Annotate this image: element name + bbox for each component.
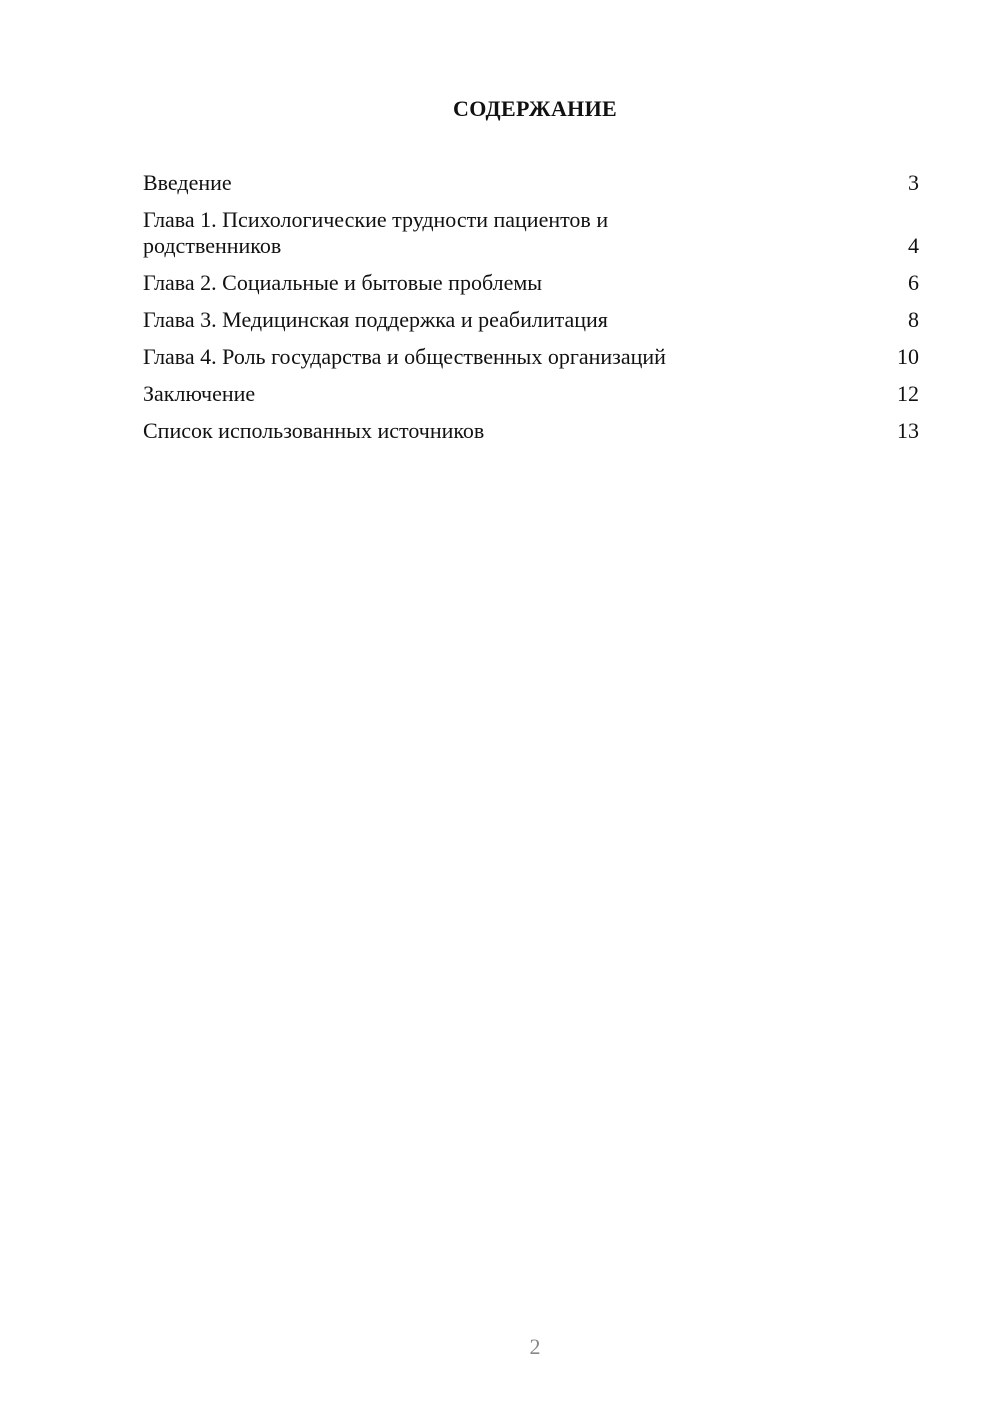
toc-entry-references[interactable]: [143, 418, 919, 444]
table-of-contents: [143, 170, 919, 455]
toc-entry-label: Введение: [143, 170, 232, 195]
toc-entry-chapter-1[interactable]: [143, 207, 919, 259]
toc-entry-label: Глава 3. Медицинская поддержка и реабилитация: [143, 307, 608, 332]
toc-entry-conclusion[interactable]: [143, 381, 919, 407]
toc-entry-page: 4: [908, 233, 919, 258]
toc-entry-chapter-3[interactable]: [143, 307, 919, 333]
toc-entry-label: Список использованных источников: [143, 418, 485, 443]
toc-entry-page: 13: [897, 418, 919, 443]
toc-entry-label: Глава 4. Роль государства и общественных организаций: [143, 344, 666, 369]
toc-entry-page: 12: [897, 381, 919, 406]
toc-entry-page: 6: [908, 270, 919, 295]
toc-entry-page: 8: [908, 307, 919, 332]
toc-entry-label: Глава 2. Социальные и бытовые проблемы: [143, 270, 543, 295]
toc-heading: СОДЕРЖАНИЕ: [453, 96, 617, 121]
toc-entry-chapter-2[interactable]: [143, 270, 919, 296]
toc-entry-page: 3: [908, 170, 919, 195]
toc-entry-introduction[interactable]: [143, 170, 919, 196]
toc-entry-label: Глава 1. Психологические трудности пациентов и родственников: [143, 207, 609, 258]
toc-entry-page: 10: [897, 344, 919, 369]
toc-entry-label: Заключение: [143, 381, 256, 406]
page-number: 2: [529, 1334, 541, 1359]
toc-entry-chapter-4[interactable]: [143, 344, 919, 370]
